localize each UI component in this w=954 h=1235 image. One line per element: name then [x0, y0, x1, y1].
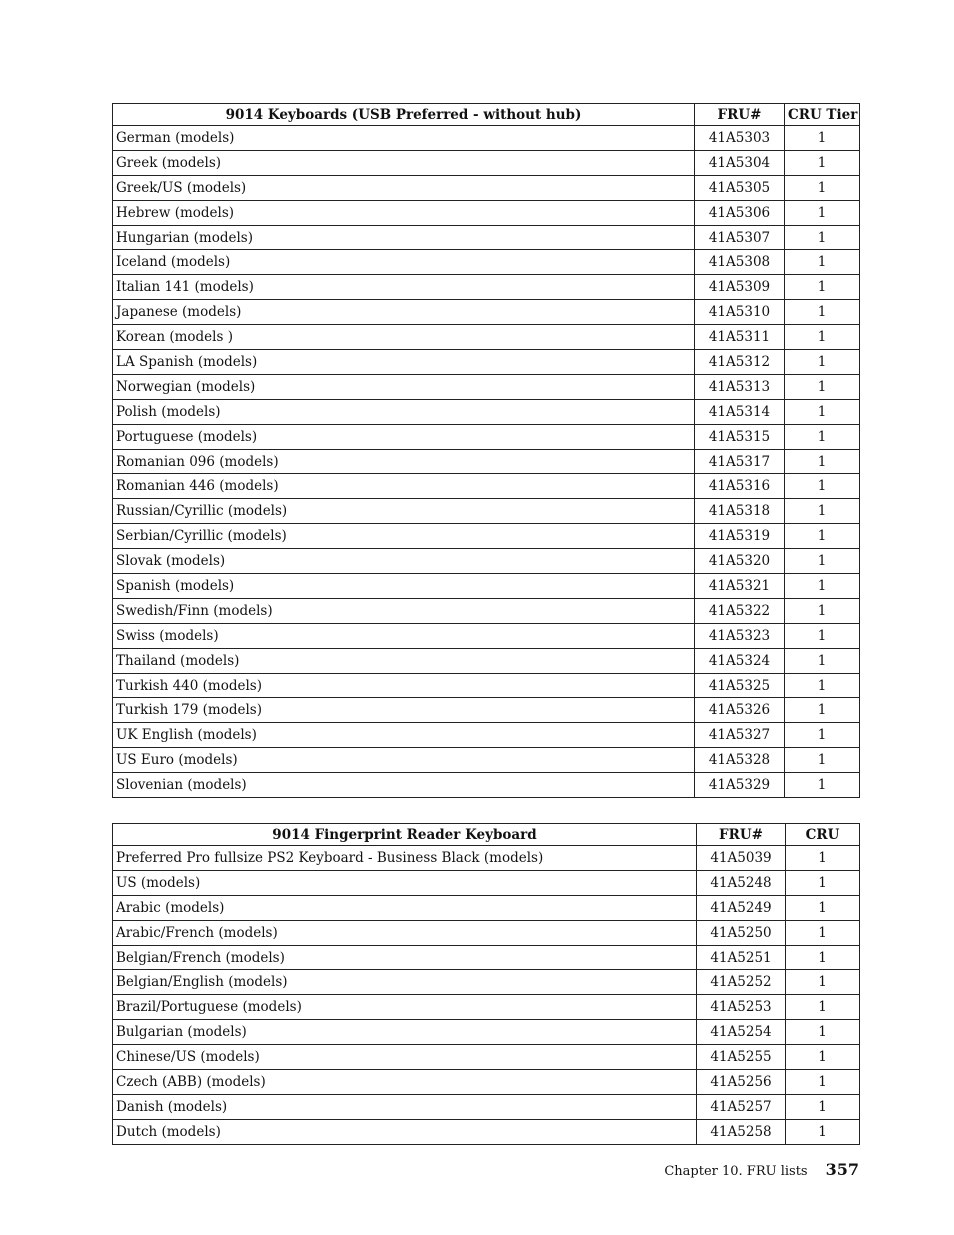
cell-cru: 1	[786, 870, 860, 895]
cell-cru: 1	[786, 1020, 860, 1045]
header-description: 9014 Keyboards (USB Preferred - without hub)	[113, 104, 695, 126]
table-row	[113, 1119, 860, 1144]
table-row	[113, 698, 860, 723]
cell-description: Hungarian (models)	[113, 225, 695, 250]
cell-description: US Euro (models)	[113, 748, 695, 773]
cell-cru: 1	[785, 424, 860, 449]
header-row	[113, 104, 860, 126]
table-row	[113, 474, 860, 499]
cell-description: Turkish 179 (models)	[113, 698, 695, 723]
table-row	[113, 773, 860, 798]
header-description: 9014 Fingerprint Reader Keyboard	[113, 824, 697, 846]
cell-description: Greek (models)	[113, 150, 695, 175]
cell-description: Swedish/Finn (models)	[113, 598, 695, 623]
cell-fru-number: 41A5324	[695, 648, 785, 673]
header-row	[113, 824, 860, 846]
cell-description: Brazil/Portuguese (models)	[113, 995, 697, 1020]
table-row	[113, 920, 860, 945]
cell-fru-number: 41A5325	[695, 673, 785, 698]
cell-fru-number: 41A5303	[695, 126, 785, 151]
cell-cru: 1	[786, 895, 860, 920]
table-row	[113, 549, 860, 574]
cell-cru: 1	[785, 673, 860, 698]
cell-fru-number: 41A5312	[695, 350, 785, 375]
cell-description: Belgian/English (models)	[113, 970, 697, 995]
table-row	[113, 574, 860, 599]
cell-cru: 1	[785, 474, 860, 499]
cell-cru: 1	[785, 598, 860, 623]
cell-cru: 1	[785, 350, 860, 375]
cell-cru: 1	[785, 449, 860, 474]
cell-fru-number: 41A5258	[697, 1119, 786, 1144]
cell-description: Norwegian (models)	[113, 374, 695, 399]
cell-fru-number: 41A5311	[695, 325, 785, 350]
cell-fru-number: 41A5323	[695, 623, 785, 648]
cell-description: Belgian/French (models)	[113, 945, 697, 970]
cell-fru-number: 41A5248	[697, 870, 786, 895]
cell-description: Dutch (models)	[113, 1119, 697, 1144]
cell-cru: 1	[786, 1119, 860, 1144]
cell-fru-number: 41A5306	[695, 200, 785, 225]
cell-description: Portuguese (models)	[113, 424, 695, 449]
cell-description: Hebrew (models)	[113, 200, 695, 225]
table-body	[113, 846, 860, 1145]
cell-description: LA Spanish (models)	[113, 350, 695, 375]
cell-description: Italian 141 (models)	[113, 275, 695, 300]
cell-fru-number: 41A5254	[697, 1020, 786, 1045]
cell-cru: 1	[786, 920, 860, 945]
table-row	[113, 175, 860, 200]
table-row	[113, 945, 860, 970]
table-row	[113, 300, 860, 325]
table-row	[113, 970, 860, 995]
cell-fru-number: 41A5257	[697, 1094, 786, 1119]
cell-fru-number: 41A5250	[697, 920, 786, 945]
page-footer	[664, 1160, 859, 1179]
cell-description: German (models)	[113, 126, 695, 151]
cell-description: Turkish 440 (models)	[113, 673, 695, 698]
cell-cru: 1	[785, 773, 860, 798]
cell-cru: 1	[785, 250, 860, 275]
table-row	[113, 225, 860, 250]
cell-cru: 1	[785, 175, 860, 200]
cell-description: Polish (models)	[113, 399, 695, 424]
keyboards-usb-table	[112, 103, 860, 798]
cell-description: Arabic/French (models)	[113, 920, 697, 945]
cell-description: Arabic (models)	[113, 895, 697, 920]
cell-cru: 1	[785, 200, 860, 225]
cell-description: UK English (models)	[113, 723, 695, 748]
cell-description: US (models)	[113, 870, 697, 895]
cell-fru-number: 41A5256	[697, 1070, 786, 1095]
cell-fru-number: 41A5307	[695, 225, 785, 250]
cell-cru: 1	[785, 648, 860, 673]
cell-cru: 1	[786, 846, 860, 871]
cell-fru-number: 41A5314	[695, 399, 785, 424]
cell-fru-number: 41A5255	[697, 1045, 786, 1070]
cell-fru-number: 41A5039	[697, 846, 786, 871]
cell-description: Greek/US (models)	[113, 175, 695, 200]
cell-fru-number: 41A5322	[695, 598, 785, 623]
cell-fru-number: 41A5316	[695, 474, 785, 499]
cell-fru-number: 41A5305	[695, 175, 785, 200]
cell-fru-number: 41A5310	[695, 300, 785, 325]
cell-cru: 1	[785, 325, 860, 350]
table-row	[113, 723, 860, 748]
cell-cru: 1	[785, 574, 860, 599]
table-row	[113, 1045, 860, 1070]
table-row	[113, 673, 860, 698]
table-row	[113, 748, 860, 773]
cell-cru: 1	[786, 1045, 860, 1070]
table-row	[113, 1070, 860, 1095]
cell-description: Swiss (models)	[113, 623, 695, 648]
cell-cru: 1	[786, 1094, 860, 1119]
cell-cru: 1	[785, 524, 860, 549]
table-row	[113, 150, 860, 175]
table-row	[113, 1094, 860, 1119]
cell-fru-number: 41A5251	[697, 945, 786, 970]
table-row	[113, 449, 860, 474]
cell-fru-number: 41A5249	[697, 895, 786, 920]
cell-fru-number: 41A5253	[697, 995, 786, 1020]
cell-fru-number: 41A5317	[695, 449, 785, 474]
table-row	[113, 275, 860, 300]
table-row	[113, 846, 860, 871]
table-row	[113, 399, 860, 424]
table-row	[113, 895, 860, 920]
table-row	[113, 325, 860, 350]
table-row	[113, 1020, 860, 1045]
header-fru: FRU#	[695, 104, 785, 126]
table-row	[113, 524, 860, 549]
cell-description: Preferred Pro fullsize PS2 Keyboard - Business Black (models)	[113, 846, 697, 871]
cell-fru-number: 41A5326	[695, 698, 785, 723]
cell-cru: 1	[786, 970, 860, 995]
cell-cru: 1	[785, 623, 860, 648]
cell-cru: 1	[785, 723, 860, 748]
cell-description: Bulgarian (models)	[113, 1020, 697, 1045]
page-number: 357	[825, 1160, 859, 1179]
cell-cru: 1	[785, 374, 860, 399]
cell-description: Slovenian (models)	[113, 773, 695, 798]
cell-fru-number: 41A5252	[697, 970, 786, 995]
cell-fru-number: 41A5309	[695, 275, 785, 300]
cell-description: Japanese (models)	[113, 300, 695, 325]
table-row	[113, 995, 860, 1020]
cell-fru-number: 41A5315	[695, 424, 785, 449]
cell-fru-number: 41A5318	[695, 499, 785, 524]
header-cru-tier: CRU Tier	[785, 104, 860, 126]
chapter-title: Chapter 10. FRU lists	[664, 1164, 808, 1179]
cell-description: Chinese/US (models)	[113, 1045, 697, 1070]
cell-cru: 1	[785, 499, 860, 524]
cell-description: Thailand (models)	[113, 648, 695, 673]
header-fru: FRU#	[697, 824, 786, 846]
cell-cru: 1	[785, 549, 860, 574]
cell-fru-number: 41A5308	[695, 250, 785, 275]
cell-cru: 1	[785, 748, 860, 773]
cell-fru-number: 41A5329	[695, 773, 785, 798]
cell-cru: 1	[785, 399, 860, 424]
cell-cru: 1	[786, 945, 860, 970]
header-cru: CRU	[786, 824, 860, 846]
cell-description: Spanish (models)	[113, 574, 695, 599]
table-row	[113, 870, 860, 895]
table-row	[113, 374, 860, 399]
table-header	[113, 824, 860, 846]
cell-fru-number: 41A5321	[695, 574, 785, 599]
cell-cru: 1	[785, 150, 860, 175]
table-row	[113, 623, 860, 648]
cell-fru-number: 41A5313	[695, 374, 785, 399]
cell-cru: 1	[785, 275, 860, 300]
cell-fru-number: 41A5328	[695, 748, 785, 773]
table-row	[113, 250, 860, 275]
table-body	[113, 126, 860, 798]
cell-description: Romanian 446 (models)	[113, 474, 695, 499]
table-row	[113, 126, 860, 151]
cell-cru: 1	[786, 1070, 860, 1095]
cell-description: Slovak (models)	[113, 549, 695, 574]
cell-cru: 1	[786, 995, 860, 1020]
table-row	[113, 499, 860, 524]
table-row	[113, 350, 860, 375]
cell-description: Iceland (models)	[113, 250, 695, 275]
cell-description: Czech (ABB) (models)	[113, 1070, 697, 1095]
cell-description: Romanian 096 (models)	[113, 449, 695, 474]
table-row	[113, 200, 860, 225]
cell-description: Danish (models)	[113, 1094, 697, 1119]
cell-cru: 1	[785, 126, 860, 151]
cell-cru: 1	[785, 225, 860, 250]
cell-description: Serbian/Cyrillic (models)	[113, 524, 695, 549]
table-row	[113, 424, 860, 449]
cell-fru-number: 41A5304	[695, 150, 785, 175]
cell-cru: 1	[785, 300, 860, 325]
table-row	[113, 648, 860, 673]
cell-description: Russian/Cyrillic (models)	[113, 499, 695, 524]
cell-fru-number: 41A5320	[695, 549, 785, 574]
cell-fru-number: 41A5327	[695, 723, 785, 748]
cell-fru-number: 41A5319	[695, 524, 785, 549]
table-row	[113, 598, 860, 623]
table-header	[113, 104, 860, 126]
fingerprint-keyboard-table	[112, 823, 860, 1145]
cell-description: Korean (models )	[113, 325, 695, 350]
cell-cru: 1	[785, 698, 860, 723]
